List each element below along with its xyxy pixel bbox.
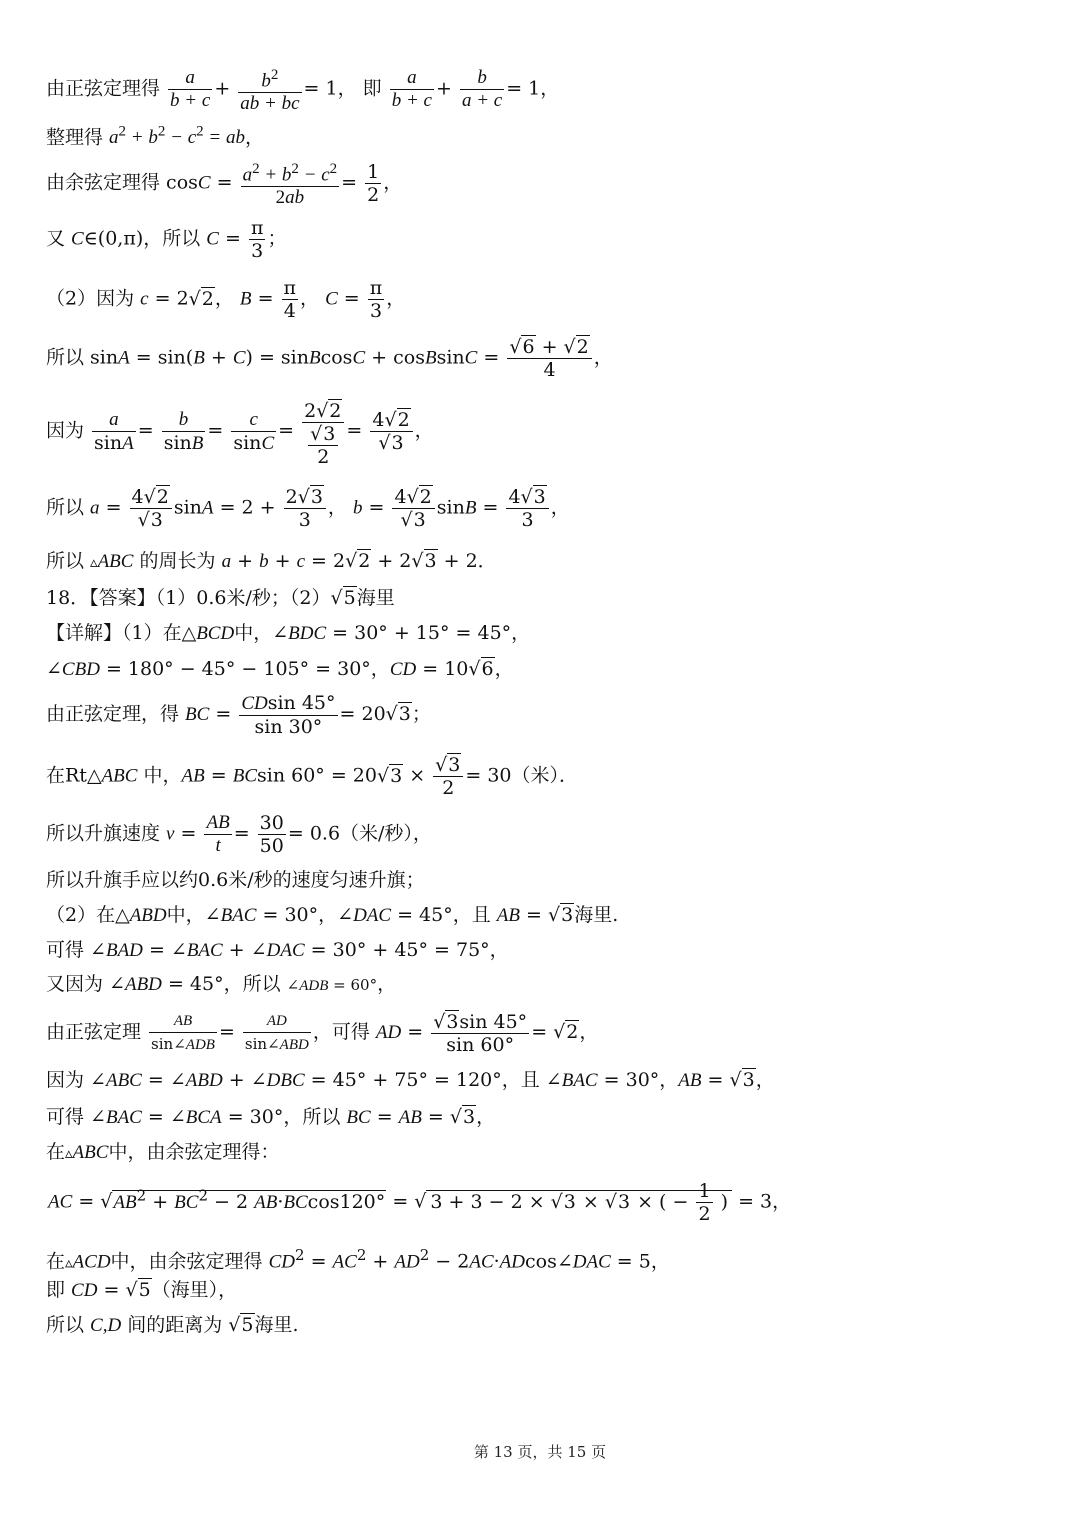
equation-line-16: 所以升旗手应以约0.6米/秒的速度匀速升旗； xyxy=(46,869,425,891)
equation-line-15: 所以升旗速度 v = $\frac{AB}{t}$ = $\frac{30}{50}$ = 0.6（米/秒）， xyxy=(46,812,432,857)
equation-line-8: 所以 a = $\frac{4√2}{√3}$ sinA = 2 + $\frac{2√3}{3}$ ， b = $\frac{4√2}{√3}$ sinB = $\frac{4√3}{3}$ ， xyxy=(46,486,570,531)
equation-line-23: 在▵ABC中，由余弦定理得： xyxy=(46,1141,280,1163)
equation-line-26: 即 CD = √5（海里）， xyxy=(46,1279,238,1301)
page-footer: 第 13 页，共 15 页 xyxy=(473,1443,607,1461)
equation-line-22: 可得 ∠BAC = ∠BCA = 30°，所以 BC = AB = √3， xyxy=(46,1106,496,1128)
equation-line-17: （2）在△ABD中，∠BAC = 30°，∠DAC = 45°，且 AB = √3海里. xyxy=(46,904,619,926)
equation-line-7: 因为 $\frac{a}{\sin A}$ = $\frac{b}{\sin B}$ = $\frac{c}{\sin C}$ = $\frac{2√2}{\frac{√3}{2}}$ = $\frac{4√2}{√3}$ ， xyxy=(46,400,434,468)
answer-line-18: 18．【答案】（1）0.6米/秒；（2）√5海里 xyxy=(46,587,395,609)
equation-line-12: ∠CBD = 180° − 45° − 105° = 30°，CD = 10√6， xyxy=(46,658,514,680)
equation-line-4: 又 C∈(0,π)，所以 C = $\frac{\pi}{3}$ ； xyxy=(46,217,287,262)
equation-line-5: （2）因为 c = 2√2， B = $\frac{\pi}{4}$ ， C = $\frac{\pi}{3}$ ， xyxy=(46,277,406,322)
equation-line-24: AC = $√AB^2 + BC^2 - 2$ AB·BCcos120° = √ 3 + 3 − 2 × √3 × √3 × ( − $\frac{1}{2}$ ) = 3， xyxy=(48,1180,792,1225)
equation-line-2: 整理得 $a^2 + b^2 - c^2$ = ab， xyxy=(46,124,264,149)
equation-line-9: 所以 ▵ABC 的周长为 a + b + c = 2√2 + 2√3 + 2． xyxy=(46,550,497,572)
equation-line-13: 由正弦定理，得 BC = $\frac{CDsin 45^\circ}{\sin 30^\circ}$ = 20√3； xyxy=(46,692,431,738)
equation-line-20: 由正弦定理 $\frac{AB}{\text{sin∠ADB}}$ = $\frac{AD}{\text{sin∠ABD}}$ ，可得 AD = $\frac{√3\sin 45^\circ}{\sin 60^\circ}$ = √2， xyxy=(46,1010,599,1056)
equation-line-11: 【详解】（1）在△BCD中，∠BDC = 30° + 15° = 45°， xyxy=(46,622,531,644)
equation-line-6: 所以 sinA = sin(B + C) = sinBcosC + cosBsinC = $\frac{√6 + √2}{4}$ ， xyxy=(46,336,613,381)
equation-line-19: 又因为 ∠ABD = 45°，所以 ∠ADB = 60°， xyxy=(46,973,397,995)
equation-line-21: 因为 ∠ABC = ∠ABD + ∠DBC = 45° + 75° = 120°，且 ∠BAC = 30°，AB = √3， xyxy=(46,1069,775,1091)
equation-line-18: 可得 ∠BAD = ∠BAC + ∠DAC = 30° + 45° = 75°， xyxy=(46,939,509,961)
equation-line-14: 在Rt△ABC 中，AB = BCsin 60° = 20√3 × $\frac{√3}{2}$ = 30（米）． xyxy=(46,754,579,799)
equation-line-1: 由正弦定理得 $\frac{a}{b + c}$ + $\frac{b^2}{ab + bc}$ = 1， 即 $\frac{a}{b + c}$ + $\frac{b}{a + c}$ = 1， xyxy=(46,64,559,115)
equation-line-27: 所以 C,D 间的距离为 √5海里. xyxy=(46,1314,299,1336)
equation-line-25: 在▵ACD中，由余弦定理得 $CD^2 = AC^2 + AD^2$ − 2AC·ADcos∠DAC = 5， xyxy=(46,1246,670,1273)
equation-line-3: 由余弦定理得 cosC = $\frac{a^2 + b^2 - c^2}{2ab}$ = $\frac{1}{2}$ ， xyxy=(46,158,402,209)
